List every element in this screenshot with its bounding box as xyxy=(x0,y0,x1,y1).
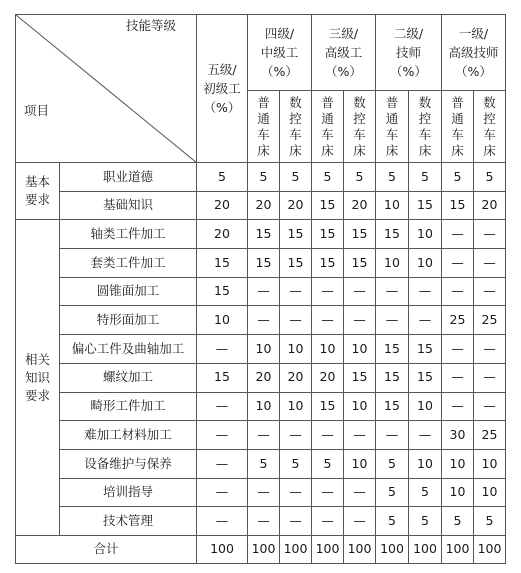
weight-cell: 10 xyxy=(442,449,474,478)
table-row xyxy=(16,249,506,278)
weight-cell: 10 xyxy=(376,249,409,278)
weight-cell: — xyxy=(248,478,280,507)
sub-header-label: 普通车床 xyxy=(321,94,334,158)
item-name: 设备维护与保养 xyxy=(60,449,197,478)
sub-header-label: 数控车床 xyxy=(353,94,366,158)
weight-cell: — xyxy=(280,507,312,536)
level-header-line: 高级工 xyxy=(324,45,363,60)
level-header-line: （%） xyxy=(261,64,298,79)
total-cell: 100 xyxy=(280,535,312,563)
weight-cell: 5 xyxy=(474,507,506,536)
weight-cell: 15 xyxy=(376,363,409,392)
weight-cell: — xyxy=(474,392,506,421)
total-label: 合计 xyxy=(16,535,197,563)
item-name: 畸形工件加工 xyxy=(60,392,197,421)
weight-cell: — xyxy=(280,421,312,450)
level-header-line: 初级工 xyxy=(203,81,241,96)
weight-cell: 15 xyxy=(344,249,376,278)
weight-cell: 10 xyxy=(474,478,506,507)
weight-cell: 5 xyxy=(442,507,474,536)
table-row xyxy=(16,363,506,392)
level-header-3 xyxy=(312,15,376,91)
weight-cell: 5 xyxy=(197,163,248,192)
weight-cell: 10 xyxy=(409,449,442,478)
weight-cell: 15 xyxy=(344,363,376,392)
weight-cell: — xyxy=(474,249,506,278)
table-row xyxy=(16,220,506,249)
total-cell: 100 xyxy=(442,535,474,563)
weight-cell: 20 xyxy=(280,363,312,392)
weight-cell: 15 xyxy=(312,392,344,421)
item-name: 圆锥面加工 xyxy=(60,277,197,306)
weight-cell: — xyxy=(312,277,344,306)
sub-header-lathe-3 xyxy=(312,91,344,163)
sub-header-label: 数控车床 xyxy=(418,94,432,158)
weight-cell: 10 xyxy=(280,392,312,421)
sub-header-lathe-2 xyxy=(376,91,409,163)
weight-cell: 5 xyxy=(280,449,312,478)
sub-header-label: 普通车床 xyxy=(451,94,464,158)
weight-cell: 10 xyxy=(344,449,376,478)
item-name: 培训指导 xyxy=(60,478,197,507)
weight-cell: 5 xyxy=(376,163,409,192)
weight-cell: 15 xyxy=(442,191,474,220)
weight-cell: — xyxy=(409,421,442,450)
weight-cell: — xyxy=(197,478,248,507)
sub-header-label: 数控车床 xyxy=(483,94,496,158)
weight-cell: — xyxy=(280,478,312,507)
weight-cell: 15 xyxy=(376,335,409,364)
weight-cell: 20 xyxy=(197,191,248,220)
group-label-cell xyxy=(16,163,60,220)
group-label: 基本要求 xyxy=(24,174,50,208)
weight-cell: — xyxy=(376,277,409,306)
weight-cell: — xyxy=(280,277,312,306)
weight-cell: — xyxy=(474,220,506,249)
total-cell: 100 xyxy=(474,535,506,563)
table-row xyxy=(16,335,506,364)
weight-cell: 15 xyxy=(197,277,248,306)
item-name: 螺纹加工 xyxy=(60,363,197,392)
weight-cell: — xyxy=(344,277,376,306)
weight-cell: 20 xyxy=(474,191,506,220)
weight-cell: 10 xyxy=(344,392,376,421)
weight-cell: 15 xyxy=(409,335,442,364)
table-row xyxy=(16,191,506,220)
weight-cell: 10 xyxy=(409,220,442,249)
weight-cell: — xyxy=(442,277,474,306)
total-cell: 100 xyxy=(312,535,344,563)
total-cell: 100 xyxy=(376,535,409,563)
sub-header-cnc-3 xyxy=(344,91,376,163)
item-name: 轴类工件加工 xyxy=(60,220,197,249)
weight-cell: 15 xyxy=(409,191,442,220)
table-corner-header xyxy=(16,15,197,163)
item-name: 技术管理 xyxy=(60,507,197,536)
total-cell: 100 xyxy=(409,535,442,563)
weight-cell: 5 xyxy=(344,163,376,192)
weight-cell: 15 xyxy=(280,249,312,278)
level-header-line: 技师 xyxy=(395,45,421,60)
weight-cell: 25 xyxy=(442,306,474,335)
weight-cell: — xyxy=(409,306,442,335)
weight-cell: 25 xyxy=(474,421,506,450)
weight-cell: — xyxy=(197,507,248,536)
group-label: 相关知识要求 xyxy=(24,351,50,403)
sub-header-cnc-1 xyxy=(474,91,506,163)
weight-cell: 5 xyxy=(248,163,280,192)
weight-cell: 15 xyxy=(344,220,376,249)
weight-cell: — xyxy=(442,249,474,278)
weight-cell: 10 xyxy=(409,249,442,278)
item-name: 职业道德 xyxy=(60,163,197,192)
level-header-line: 四级/ xyxy=(264,26,295,41)
weight-cell: 15 xyxy=(197,363,248,392)
weight-cell: — xyxy=(442,392,474,421)
weight-cell: 10 xyxy=(376,191,409,220)
weight-cell: 20 xyxy=(312,363,344,392)
sub-header-cnc-2 xyxy=(409,91,442,163)
weight-cell: 10 xyxy=(474,449,506,478)
weight-cell: 15 xyxy=(312,191,344,220)
weight-cell: 5 xyxy=(280,163,312,192)
corner-label-item: 项目 xyxy=(24,102,50,118)
weight-cell: 5 xyxy=(376,478,409,507)
weight-cell: 15 xyxy=(312,249,344,278)
weight-cell: — xyxy=(344,478,376,507)
level-header-line: 二级/ xyxy=(393,26,424,41)
table-row xyxy=(16,478,506,507)
diagonal-line xyxy=(16,15,197,163)
item-name: 特形面加工 xyxy=(60,306,197,335)
weight-cell: 10 xyxy=(409,392,442,421)
weight-cell: — xyxy=(248,277,280,306)
sub-header-label: 数控车床 xyxy=(289,94,302,158)
weight-cell: — xyxy=(376,421,409,450)
weight-cell: 10 xyxy=(442,478,474,507)
level-header-line: （%） xyxy=(390,64,427,79)
weight-cell: — xyxy=(474,335,506,364)
table-row xyxy=(16,392,506,421)
weight-cell: — xyxy=(197,392,248,421)
weight-cell: 5 xyxy=(248,449,280,478)
weight-cell: — xyxy=(312,478,344,507)
weight-cell: 20 xyxy=(344,191,376,220)
weight-cell: 15 xyxy=(197,249,248,278)
sub-header-label: 普通车床 xyxy=(385,94,399,158)
weight-cell: — xyxy=(442,363,474,392)
weight-cell: — xyxy=(197,449,248,478)
level-header-1 xyxy=(442,15,506,91)
weight-cell: 15 xyxy=(248,249,280,278)
weight-cell: 20 xyxy=(280,191,312,220)
weight-cell: 5 xyxy=(474,163,506,192)
weight-cell: 15 xyxy=(248,220,280,249)
level-header-line: 三级/ xyxy=(328,26,359,41)
weight-cell: 10 xyxy=(312,335,344,364)
weight-cell: 10 xyxy=(344,335,376,364)
weight-cell: — xyxy=(197,335,248,364)
weight-cell: — xyxy=(312,421,344,450)
weight-cell: 15 xyxy=(280,220,312,249)
weight-cell: — xyxy=(344,507,376,536)
weight-cell: 30 xyxy=(442,421,474,450)
weight-cell: — xyxy=(442,335,474,364)
item-name: 难加工材料加工 xyxy=(60,421,197,450)
level-header-4 xyxy=(248,15,312,91)
level-header-line: （%） xyxy=(325,64,362,79)
weight-cell: — xyxy=(248,421,280,450)
table-row xyxy=(16,449,506,478)
item-name: 基础知识 xyxy=(60,191,197,220)
weight-cell: — xyxy=(248,507,280,536)
level-header-line: （%） xyxy=(203,100,241,115)
weight-cell: 5 xyxy=(409,163,442,192)
weight-cell: — xyxy=(474,277,506,306)
group-label-cell xyxy=(16,220,60,536)
weight-cell: 5 xyxy=(376,449,409,478)
sub-header-lathe-4 xyxy=(248,91,280,163)
weight-cell: — xyxy=(312,306,344,335)
sub-header-cnc-4 xyxy=(280,91,312,163)
weight-cell: — xyxy=(376,306,409,335)
weight-cell: 20 xyxy=(248,191,280,220)
weight-cell: — xyxy=(280,306,312,335)
weight-cell: — xyxy=(312,507,344,536)
weight-cell: 15 xyxy=(376,220,409,249)
weight-cell: 15 xyxy=(409,363,442,392)
weight-cell: 15 xyxy=(376,392,409,421)
table-row xyxy=(16,163,506,192)
weight-cell: 5 xyxy=(442,163,474,192)
weight-cell: — xyxy=(409,277,442,306)
weight-cell: 5 xyxy=(376,507,409,536)
total-cell: 100 xyxy=(248,535,280,563)
skill-weight-table xyxy=(15,14,506,564)
total-cell: 100 xyxy=(197,535,248,563)
level-header-line: 中级工 xyxy=(260,45,299,60)
level-header-line: 一级/ xyxy=(458,26,489,41)
weight-cell: 20 xyxy=(197,220,248,249)
sub-header-lathe-1 xyxy=(442,91,474,163)
table-row xyxy=(16,277,506,306)
level-header-5 xyxy=(197,15,248,163)
weight-cell: — xyxy=(197,421,248,450)
level-header-line: （%） xyxy=(455,64,492,79)
table-row xyxy=(16,507,506,536)
weight-cell: 5 xyxy=(312,449,344,478)
weight-cell: 10 xyxy=(248,335,280,364)
weight-cell: 20 xyxy=(248,363,280,392)
weight-cell: 5 xyxy=(312,163,344,192)
total-row xyxy=(16,535,506,563)
weight-cell: 10 xyxy=(280,335,312,364)
weight-cell: — xyxy=(248,306,280,335)
weight-cell: 10 xyxy=(197,306,248,335)
total-cell: 100 xyxy=(344,535,376,563)
level-header-line: 高级技师 xyxy=(448,45,499,60)
corner-label-skill-level: 技能等级 xyxy=(126,18,177,33)
table-row xyxy=(16,421,506,450)
weight-cell: 25 xyxy=(474,306,506,335)
weight-cell: 5 xyxy=(409,507,442,536)
table-row xyxy=(16,306,506,335)
weight-cell: — xyxy=(474,363,506,392)
weight-cell: 15 xyxy=(312,220,344,249)
weight-cell: — xyxy=(344,421,376,450)
weight-cell: 5 xyxy=(409,478,442,507)
weight-cell: — xyxy=(442,220,474,249)
item-name: 偏心工件及曲轴加工 xyxy=(60,335,197,364)
sub-header-label: 普通车床 xyxy=(257,94,270,158)
weight-cell: 10 xyxy=(248,392,280,421)
level-header-line: 五级/ xyxy=(207,62,237,77)
item-name: 套类工件加工 xyxy=(60,249,197,278)
weight-cell: — xyxy=(344,306,376,335)
level-header-2 xyxy=(376,15,442,91)
